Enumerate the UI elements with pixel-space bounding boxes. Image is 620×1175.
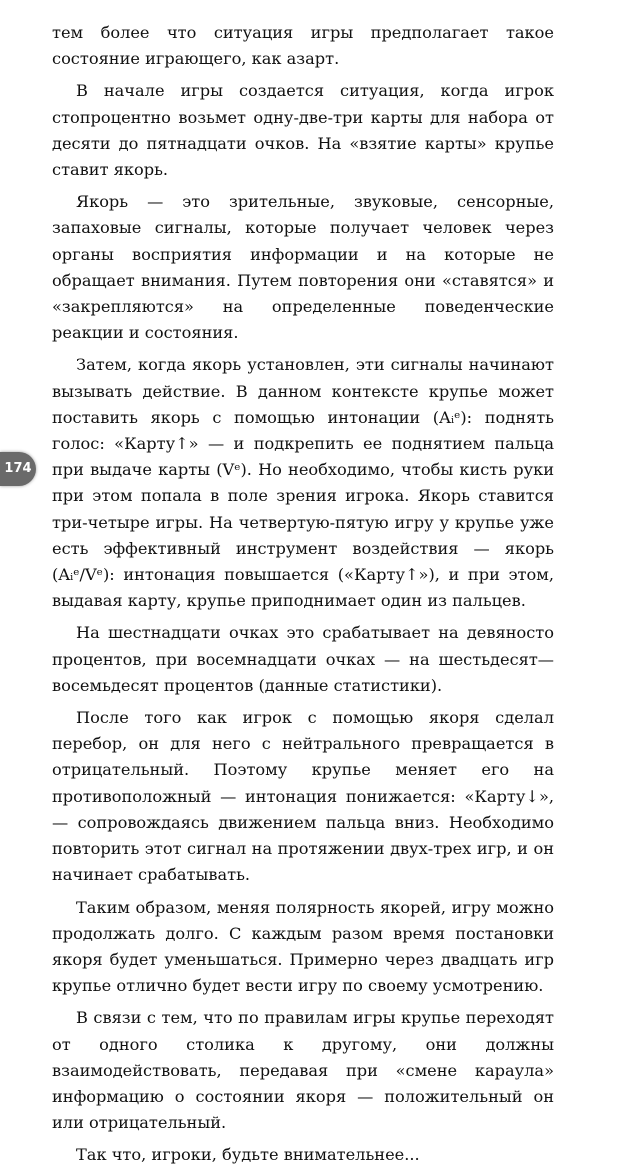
paragraph-6: После того как игрок с помощью якоря сделал перебор, он для него с нейтрального превращается в отрицательный. Поэтому крупье меняет его на противоположный — интонация понижается: «Карту↓», — сопровождаясь движением пальца вниз. Необходимо повторить этот сигнал на протяжении двух-трех игр, и он начинает срабатывать. bbox=[52, 708, 554, 885]
paragraph-1: тем более что ситуация игры предполагает такое состояние играющего, как азарт. bbox=[52, 23, 554, 69]
paragraph-7: Таким образом, меняя полярность якорей, игру можно продолжать долго. С каждым разом время постановки якоря будет уменьшаться. Примерно через двадцать игр крупье отлично будет вести игру по своему усмотрению. bbox=[52, 897, 554, 996]
paragraph-9: Так что, игроки, будьте внимательнее... bbox=[76, 1145, 420, 1165]
paragraph-4: Затем, когда якорь установлен, эти сигналы начинают вызывать действие. В данном контексте крупье может поставить якорь с помощью интонации (Aᵢᵉ): поднять голос: «Карту↑» — и подкрепить ее поднятием пальца при выдаче карты (Vᵉ). Но необходимо, чтобы кисть руки при этом попала в поле зрения игрока. Якорь ставится три-четыре игры. На четвертую-пятую игру у крупье уже есть эффективный инструмент воздействия — якорь (Aᵢᵉ/Vᵉ): интонация повышается («Карту↑»), и при этом, выдавая карту, крупье приподнимает один из пальцев. bbox=[52, 355, 554, 611]
body-text bbox=[52, 20, 554, 1175]
page-number-badge: 174 bbox=[0, 452, 36, 486]
paragraph-3: Якорь — это зрительные, звуковые, сенсорные, запаховые сигналы, которые получает человек через органы восприятия информации и на которые не обращает внимания. Путем повторения они «ставятся» и «закрепляются» на определенные поведенческие реакции и состояния. bbox=[52, 192, 554, 343]
paragraph-5: На шестнадцати очках это срабатывает на девяносто процентов, при восемнадцати очках — на шестьдесят—восемьдесят процентов (данные статистики). bbox=[52, 623, 554, 695]
paragraph-8: В связи с тем, что по правилам игры крупье переходят от одного столика к другому, они должны взаимодействовать, передавая при «смене караула» информацию о состоянии якоря — положительный он или отрицательный. bbox=[52, 1008, 554, 1133]
paragraph-2: В начале игры создается ситуация, когда игрок стопроцентно возьмет одну-две-три карты для набора от десяти до пятнадцати очков. На «взятие карты» крупье ставит якорь. bbox=[52, 81, 554, 180]
